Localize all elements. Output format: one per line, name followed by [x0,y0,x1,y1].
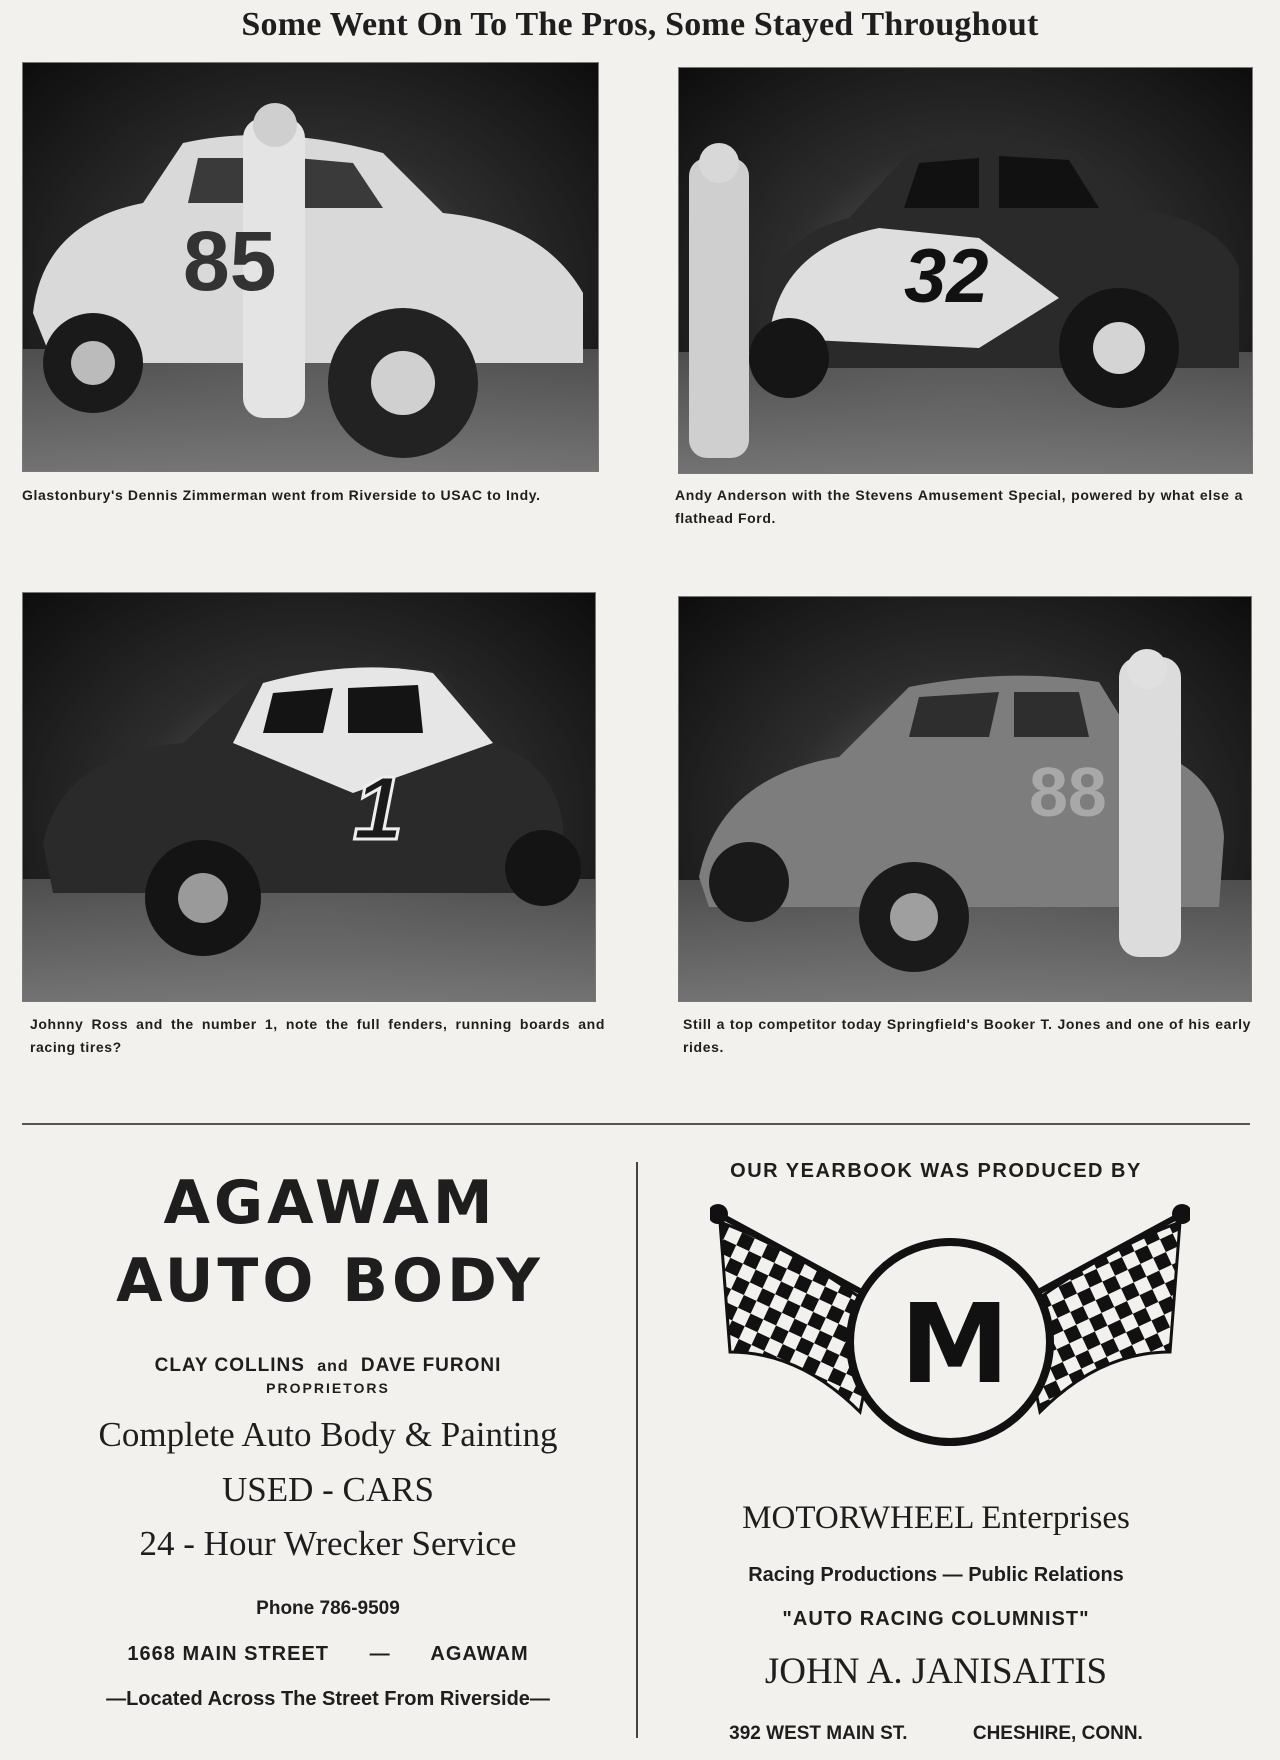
business-name-line1: AGAWAM [163,1168,497,1238]
address-street: 392 WEST MAIN ST. [729,1723,908,1744]
service-line: USED - CARS [222,1470,434,1509]
photo-andy-anderson [678,67,1253,474]
company-name: MOTORWHEEL Enterprises [742,1500,1130,1536]
photo-caption: Andy Anderson with the Stevens Amusement Special, powered by what else a flathead Ford. [675,487,1243,526]
company-services: Racing Productions — Public Relations [748,1564,1124,1586]
address [626,1723,1246,1745]
section-divider [22,1123,1250,1125]
business-name-line2: AUTO BODY [116,1246,544,1316]
columnist-title: "AUTO RACING COLUMNIST" [782,1608,1090,1630]
motorwheel-ad [650,1150,1270,1760]
car-number: 1 [353,759,404,859]
address-town: AGAWAM [430,1643,529,1665]
address-separator: — [369,1643,391,1665]
proprietors-conjunction: and [317,1358,349,1375]
ad-header: OUR YEARBOOK WAS PRODUCED BY [730,1160,1142,1182]
page-title: Some Went On To The Pros, Some Stayed Throughout [241,6,1039,43]
race-car-illustration [23,63,598,471]
photo-dennis-zimmerman [22,62,599,472]
proprietor-name: DAVE FURONI [360,1355,502,1376]
photo-caption: Glastonbury's Dennis Zimmerman went from Riverside to USAC to Indy. [22,487,541,503]
race-car-illustration [23,593,595,1001]
photo-johnny-ross [22,592,596,1002]
phone-number: Phone 786-9509 [256,1598,400,1619]
proprietors-label: PROPRIETORS [266,1380,390,1396]
photo-booker-t-jones [678,596,1252,1002]
service-line: Complete Auto Body & Painting [98,1415,558,1454]
car-number: 32 [904,234,989,319]
location-note: —Located Across The Street From Riverside— [106,1688,550,1710]
photo-caption: Johnny Ross and the number 1, note the full fenders, running boards and racing tires? [30,1016,605,1055]
race-car-illustration [679,597,1251,1001]
person-name: JOHN A. JANISAITIS [764,1651,1108,1692]
proprietors-names [30,1355,626,1377]
car-number: 88 [1029,753,1107,831]
car-number: 85 [183,214,277,308]
address-street: 1668 MAIN STREET [127,1643,329,1665]
logo-letter: M [900,1280,1010,1408]
checkered-flags-logo [710,1202,1190,1452]
photo-caption: Still a top competitor today Springfield's Booker T. Jones and one of his early rides. [683,1016,1251,1055]
service-line: 24 - Hour Wrecker Service [139,1524,517,1563]
agawam-auto-body-ad [22,1150,618,1750]
address [30,1643,626,1666]
address-city: CHESHIRE, CONN. [972,1723,1143,1744]
proprietor-name: CLAY COLLINS [154,1355,305,1376]
